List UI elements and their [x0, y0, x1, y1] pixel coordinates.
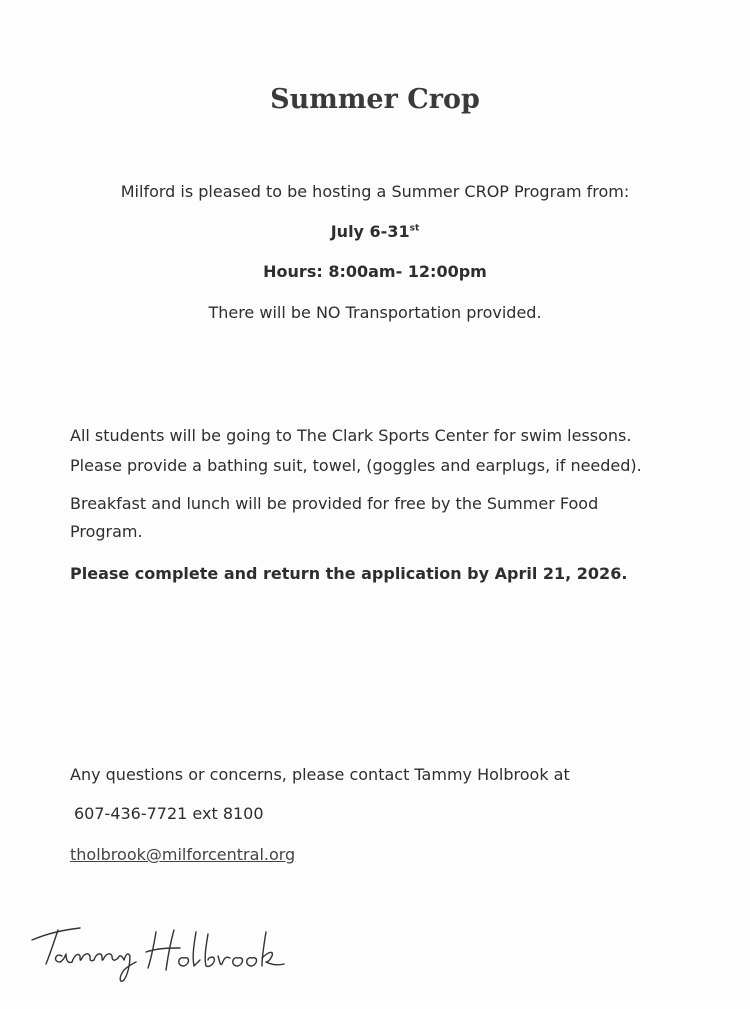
intro-text: Milford is pleased to be hosting a Summer CROP Program from: — [120, 182, 630, 201]
contact-phone: 607-436-7721 ext 8100 — [74, 804, 264, 823]
program-dates — [0, 222, 750, 241]
contact-text: Any questions or concerns, please contact Tammy Holbrook at — [70, 765, 570, 784]
swim-lessons-line-1: All students will be going to The Clark Sports Center for swim lessons. — [70, 426, 632, 445]
transportation-note: There will be NO Transportation provided. — [208, 303, 542, 322]
document-title: Summer Crop — [270, 84, 480, 115]
food-line-2: Program. — [70, 522, 143, 541]
signature-image — [28, 918, 288, 988]
swim-lessons-line-2: Please provide a bathing suit, towel, (goggles and earplugs, if needed). — [70, 456, 642, 475]
food-line-1: Breakfast and lunch will be provided for free by the Summer Food — [70, 494, 599, 513]
program-hours: Hours: 8:00am- 12:00pm — [263, 262, 487, 281]
program-dates-text: July 6-31 — [330, 222, 410, 241]
contact-email[interactable]: tholbrook@milforcentral.org — [70, 845, 296, 864]
deadline-notice: Please complete and return the application by April 21, 2026. — [70, 564, 628, 583]
program-dates-suffix: st — [409, 223, 420, 234]
